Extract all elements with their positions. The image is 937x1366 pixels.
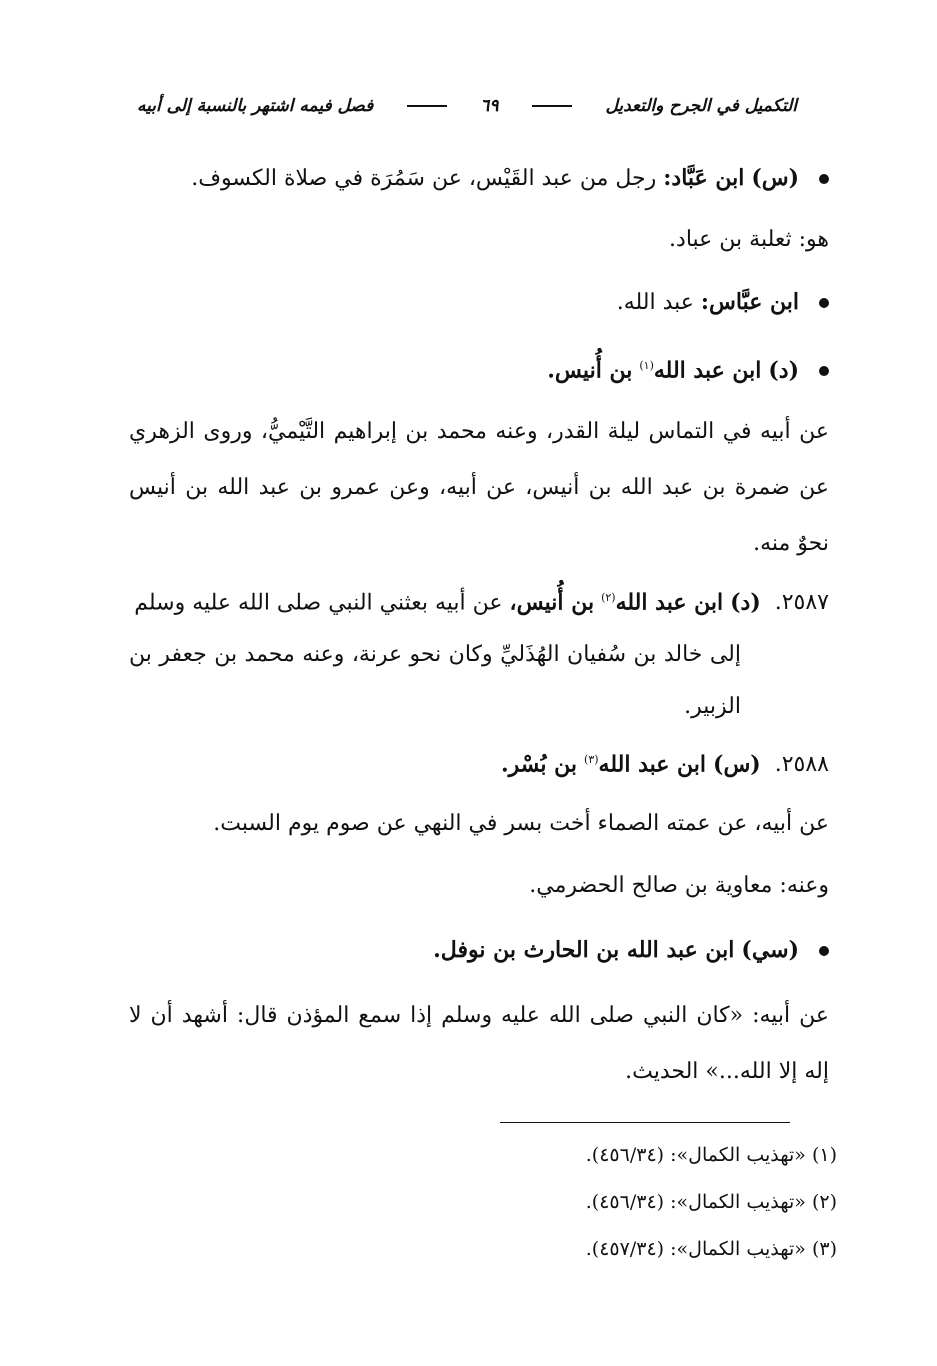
entry-ibn-abbad <box>129 150 829 207</box>
entry-sigil: (س) <box>713 751 761 778</box>
entry-name: ابن عبد الله بن الحارث بن نوفل. <box>433 937 735 963</box>
numbered-entry-2587 <box>129 572 829 733</box>
entry-number: ٢٥٨٧. <box>774 590 829 616</box>
footnote-ref: (٣) <box>584 753 599 766</box>
entry-name: ابن عبد الله <box>615 589 724 616</box>
entry-name: ابن عبد الله <box>598 751 707 778</box>
entry-paragraph: عن أبيه: «كان النبي صلى الله عليه وسلم إذا سمع المؤذن قال: أشهد أن لا إله إلا الله...» الحديث. <box>129 1003 829 1084</box>
entry-ibn-abbas <box>129 274 829 331</box>
numbered-entry-2588 <box>129 734 829 791</box>
footnotes <box>437 1132 837 1273</box>
entry-sigil: (د) <box>730 589 761 616</box>
entry-sigil: (د) <box>768 357 799 384</box>
header-dash <box>407 105 447 107</box>
entry-sub: هو: ثعلبة بن عباد. <box>669 227 829 252</box>
section-title: فصل فيمه اشتهر بالنسبة إلى أبيه <box>137 96 374 116</box>
header-dash <box>532 105 572 107</box>
entry-sigil: (سي) <box>741 937 799 963</box>
entry-note <box>129 212 829 268</box>
footnote-line: (٢) «تهذيب الكمال»: (٤٥٦/٣٤). <box>585 1191 837 1213</box>
entry-name: ابن عبَّاس: <box>700 289 799 315</box>
bullet-icon <box>819 946 829 956</box>
entry-sigil: (س) <box>751 165 799 191</box>
footnote-ref: (١) <box>639 359 654 372</box>
entry-name-rest: بن أُنيس. <box>547 357 633 384</box>
entry-paragraph: وعنه: معاوية بن صالح الحضرمي. <box>529 873 829 898</box>
footnote-divider <box>500 1122 790 1123</box>
entry-name: ابن عَبَّاد: <box>663 165 745 191</box>
entry-text: عن أبيه بعثني النبي صلى الله عليه وسلم <box>134 590 503 616</box>
book-title: التكميل في الجرح والتعديل <box>605 96 797 116</box>
page-number: ٦٩ <box>480 96 499 116</box>
entry-paragraph: عن أبيه، عن عمته الصماء أخت بسر في النهي عن صوم يوم السبت. <box>213 811 829 836</box>
bullet-icon <box>819 366 829 376</box>
entry-text: رجل من عبد القَيْس، عن سَمُرَة في صلاة الكسوف. <box>191 166 657 191</box>
footnote-ref: (٢) <box>601 591 616 604</box>
entry-name-rest: بن بُسْر. <box>500 751 578 778</box>
entry-text-continued: إلى خالد بن سُفيان الهُذَليِّ وكان نحو عرنة، وعنه محمد بن جعفر بن الزبير. <box>129 642 741 720</box>
running-header <box>137 96 797 116</box>
bullet-icon <box>819 174 829 184</box>
footnote-line: (١) «تهذيب الكمال»: (٤٥٦/٣٤). <box>585 1144 837 1166</box>
entry-name-rest: بن أُنيس، <box>509 589 595 616</box>
entry-text: عبد الله. <box>616 290 694 315</box>
entry-ibn-abdullah-harith <box>129 922 829 979</box>
footnote-line: (٣) «تهذيب الكمال»: (٤٥٧/٣٤). <box>585 1238 837 1260</box>
entry-number: ٢٥٨٨. <box>774 752 829 778</box>
entry-ibn-abdullah-unais <box>129 338 829 399</box>
entry-name: ابن عبد الله <box>653 357 762 384</box>
bullet-icon <box>819 298 829 308</box>
entry-paragraph: عن أبيه في التماس ليلة القدر، وعنه محمد بن إبراهيم التَّيْميُّ، وروى الزهري عن ضمرة بن عبد الله بن أنيس، عن أبيه، وعن عمرو بن عبد الله بن أنيس نحوٌ منه. <box>129 419 829 556</box>
